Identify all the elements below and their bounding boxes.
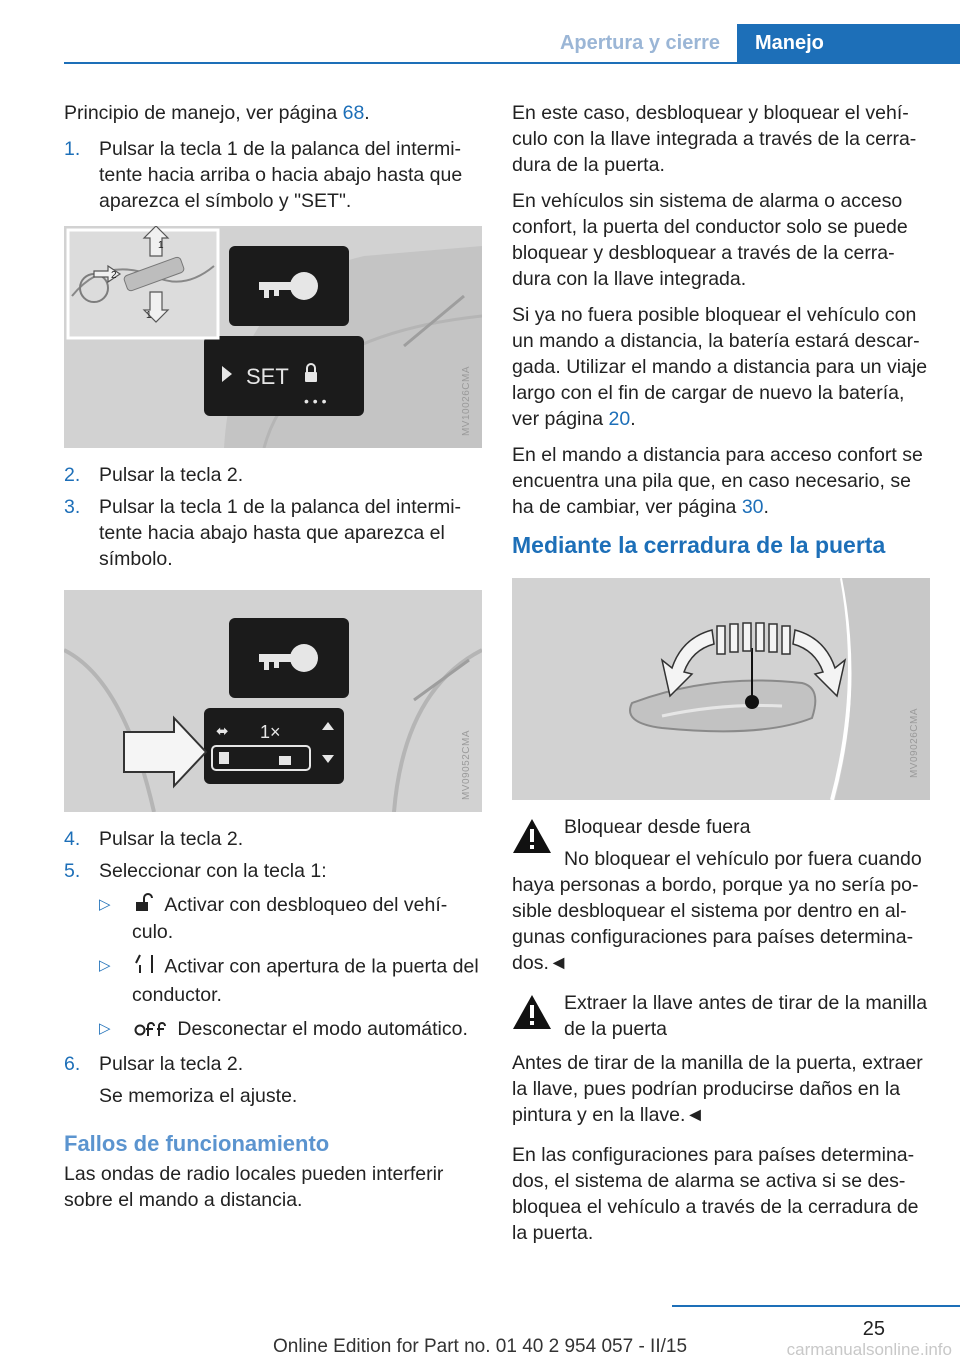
option-off: ▷ Desconectar el modo automático. [64,1016,484,1043]
label-key-2: 2 [111,270,117,281]
door-open-icon [134,953,156,982]
header-section-active[interactable]: Manejo [737,24,960,62]
figure-code: MV09052CMA [461,730,472,801]
off-icon [134,1017,168,1043]
label-key-1-bottom: 1 [146,310,152,321]
page-link-20[interactable]: 20 [608,408,631,430]
section-title-malfunction: Fallos de funcionamiento [64,1131,330,1157]
paragraph: En las configuraciones para países determina-dos, el sistema de alarma se activa si se des-bloquea el vehículo a través de la cerradura de la puerta. [512,1144,919,1244]
figure-code: MV09026CMA [909,708,920,779]
bullet-triangle-icon: ▷ [99,1020,111,1038]
header-section-link[interactable]: Apertura y cierre [559,32,721,54]
paragraph: En el mando a distancia para acceso confort se encuentra una pila que, en caso necesario, se ha de cambiar, ver página 30. [512,444,923,518]
step-3: 3. Pulsar la tecla 1 de la palanca del intermi-tente hacia abajo hasta que aparezca el símbolo. [64,496,462,570]
step-6-note: Se memoriza el ajuste. [99,1085,298,1108]
figure-door-handle [512,578,930,800]
svg-text:• • •: • • • [304,393,327,409]
page-link-68[interactable]: 68 [342,102,365,124]
step-5: 5. Seleccionar con la tecla 1: [64,860,327,882]
display-count-text: 1× [260,722,281,742]
bullet-triangle-icon: ▷ [99,957,111,975]
unlock-car-icon [134,892,156,919]
step-2: 2. Pulsar la tecla 2. [64,464,244,486]
step-number: 1. [64,138,81,160]
paragraph: En este caso, desbloquear y bloquear el vehí-culo con la llave integrada a través de la cerra-dura de la puerta. [512,102,917,176]
right-column [512,100,932,1256]
watermark: carmanualsonline.info [786,1340,952,1359]
figure-code: MV10026CMA [461,366,472,437]
malfunction-paragraph: Las ondas de radio locales pueden interferir sobre el mando a distancia. [64,1163,444,1212]
footer-edition: Online Edition for Part no. 01 40 2 954 057 - II/15 [272,1336,688,1357]
step-6: 6. Pulsar la tecla 2. [64,1053,244,1076]
warning-triangle-icon [512,818,552,854]
display-set-text: SET [246,364,289,389]
paragraph: En vehículos sin sistema de alarma o acceso confort, la puerta del conductor solo se puede bloquear y desbloquear a través de la cerra-dura con la llave integrada. [512,190,908,290]
warning-lock-outside: Bloquear desde fuera No bloquear el vehículo por fuera cuando [512,814,932,872]
figure-display-selection [64,590,482,812]
step-4: 4. Pulsar la tecla 2. [64,828,244,850]
option-driver-door: ▷ Activar con apertura de la puerta del conductor. [64,953,484,1008]
step-1: 1. Pulsar la tecla 1 de la palanca del intermi-tente hacia arriba o hacia abajo hasta que aparezca el símbolo y "SET". [64,138,463,212]
bullet-triangle-icon: ▷ [99,896,111,913]
svg-text:⬌: ⬌ [216,723,229,740]
header-rule [64,62,960,64]
intro-paragraph: Principio de manejo, ver página 68. [64,102,370,124]
warning-triangle-icon [512,994,552,1030]
warning-title: Extraer la llave antes de tirar de la manilla de la puerta [564,992,928,1040]
warning-body: haya personas a bordo, porque ya no sería po-sible desbloquear el sistema por dentro en al-gunas configuraciones para países determina-dos.◄ [512,874,919,974]
section-title-door-lock: Mediante la cerradura de la puerta [512,532,886,558]
warning-remove-key [512,990,932,1042]
figure-lever-set [64,226,482,448]
footer-rule [672,1305,960,1307]
warning-title: Bloquear desde fuera [564,816,751,838]
warning-body: Antes de tirar de la manilla de la puerta, extraer la llave, pues podrían producirse daños en la pintura y en la llave.◄ [512,1052,923,1126]
paragraph: Si ya no fuera posible bloquear el vehículo con un mando a distancia, la batería estará descar-gada. Utilizar el mando a distancia para un viaje largo con el fin de cargar de nuevo la batería, ver página 20. [512,304,928,430]
option-unlock-vehicle: ▷ Activar con desbloqueo del vehí-culo. [99,894,448,944]
page-number: 25 [862,1318,885,1340]
page-link-30[interactable]: 30 [741,496,764,518]
left-column [64,100,484,1223]
label-key-1-top: 1 [158,240,164,251]
